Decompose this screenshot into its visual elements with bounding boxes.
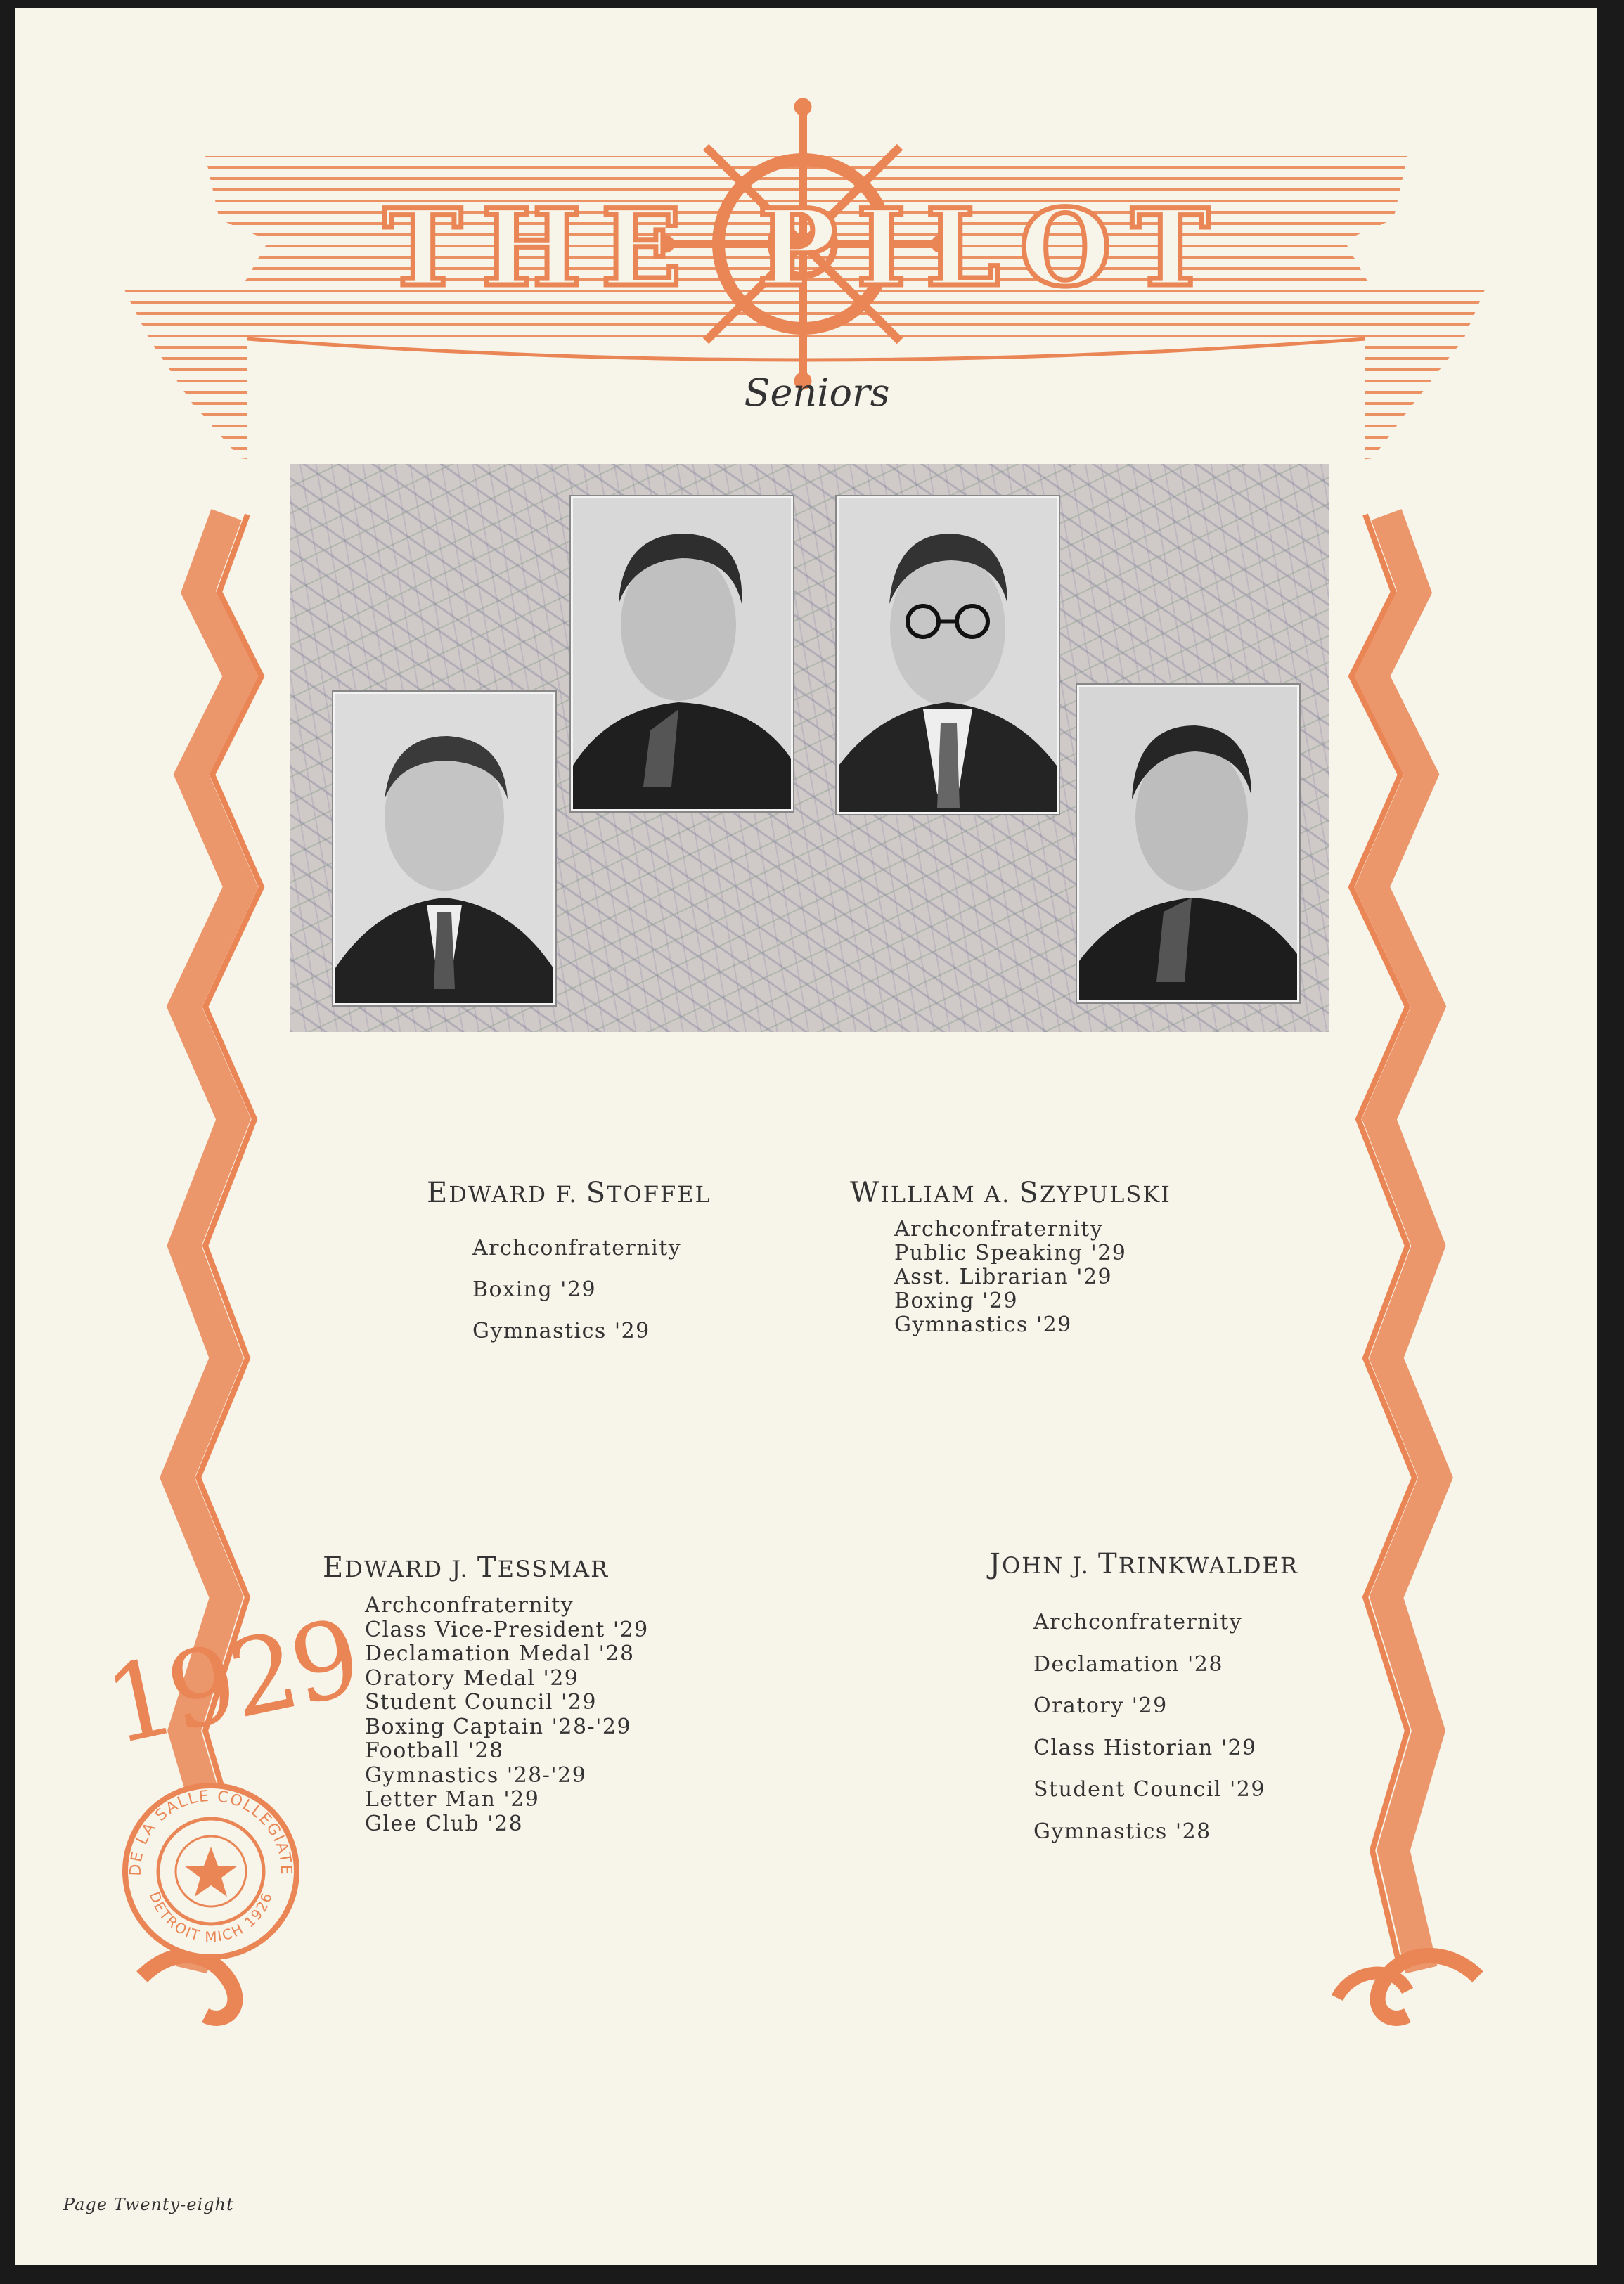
activity-item: Archconfraternity — [472, 1236, 682, 1260]
activity-item: Class Vice-President '29 — [365, 1617, 649, 1642]
year-mark: 1929 — [95, 1596, 367, 1769]
activity-item: Declamation Medal '28 — [365, 1641, 635, 1666]
portrait-tessmar — [837, 496, 1059, 814]
activity-item: Glee Club '28 — [365, 1811, 524, 1836]
page-number: Page Twenty-eight — [63, 2195, 234, 2214]
portrait-szypulski — [571, 496, 793, 811]
activity-item: Archconfraternity — [1033, 1610, 1243, 1634]
activity-item: Boxing '29 — [472, 1277, 597, 1302]
activity-item: Oratory Medal '29 — [365, 1665, 579, 1691]
right-pillar — [1337, 515, 1478, 2018]
activity-list — [1033, 1601, 1298, 1852]
activity-item: Boxing '29 — [894, 1289, 1019, 1313]
school-seal-icon — [120, 1780, 302, 1963]
activity-item: Letter Man '29 — [365, 1787, 540, 1812]
senior-entry-szypulski — [850, 1177, 1171, 1337]
activity-item: Oratory '29 — [1033, 1693, 1168, 1718]
senior-name: EDWARD F. STOFFEL — [427, 1177, 711, 1209]
activity-item: Gymnastics '28 — [1033, 1819, 1211, 1844]
activity-item: Gymnastics '29 — [894, 1312, 1072, 1337]
senior-name: WILLIAM A. SZYPULSKI — [850, 1177, 1171, 1209]
yearbook-page — [15, 8, 1597, 2265]
activity-item: Declamation '28 — [1033, 1651, 1223, 1677]
activity-list — [472, 1227, 711, 1352]
portrait-stoffel — [333, 692, 555, 1005]
activity-item: Boxing Captain '28-'29 — [365, 1714, 632, 1739]
activity-item: Gymnastics '28-'29 — [365, 1762, 587, 1788]
activity-item: Gymnastics '29 — [472, 1319, 650, 1343]
svg-text:DE LA SALLE COLLEGIATE: DE LA SALLE COLLEGIATE — [127, 1787, 295, 1876]
activity-item: Archconfraternity — [365, 1593, 574, 1618]
activity-list — [894, 1218, 1171, 1337]
activity-item: Asst. Librarian '29 — [894, 1265, 1113, 1289]
svg-text:DETROIT MICH 1926: DETROIT MICH 1926 — [146, 1889, 276, 1946]
activity-item: Student Council '29 — [365, 1690, 597, 1715]
page-header-title: THE PILOT — [383, 186, 1230, 310]
senior-entry-stoffel — [427, 1177, 711, 1352]
activity-list — [365, 1594, 649, 1836]
activity-item: Public Speaking '29 — [894, 1241, 1127, 1265]
senior-name: JOHN J. TRINKWALDER — [989, 1548, 1298, 1580]
activity-item: Football '28 — [365, 1738, 504, 1763]
activity-item: Archconfraternity — [894, 1217, 1104, 1241]
activity-item: Class Historian '29 — [1033, 1735, 1257, 1760]
activity-item: Student Council '29 — [1033, 1777, 1265, 1802]
portrait-panel — [290, 464, 1329, 1032]
senior-name: EDWARD J. TESSMAR — [323, 1551, 610, 1584]
section-title: Seniors — [744, 370, 890, 415]
portrait-trinkwalder — [1077, 685, 1299, 1002]
senior-entry-trinkwalder — [989, 1548, 1298, 1852]
senior-entry-tessmar — [323, 1551, 649, 1836]
